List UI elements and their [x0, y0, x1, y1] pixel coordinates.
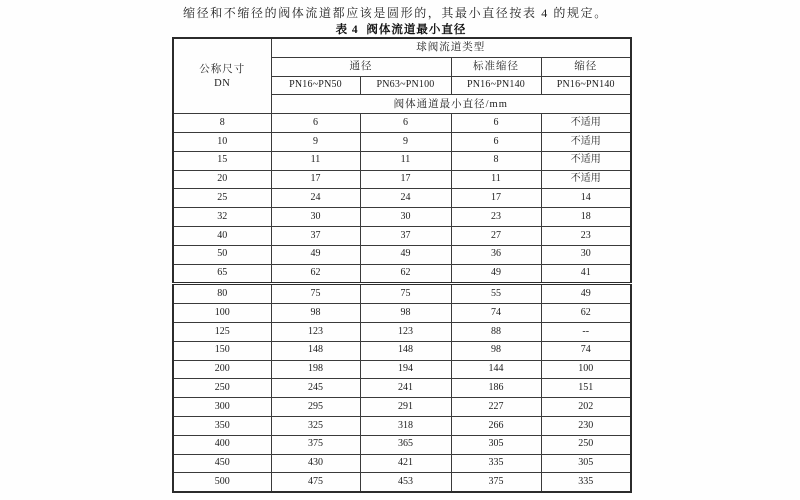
table-row: [173, 454, 631, 473]
table-row: [173, 360, 631, 379]
value-cell: 24: [360, 189, 451, 208]
table-row: [173, 189, 631, 208]
dn-header-cell: [173, 38, 271, 114]
value-cell: 37: [271, 226, 360, 245]
value-cell: 27: [451, 226, 541, 245]
value-cell: 49: [451, 264, 541, 284]
dn-cell: 15: [173, 151, 271, 170]
dn-cell: 250: [173, 379, 271, 398]
table-row: [173, 473, 631, 492]
dn-cell: 8: [173, 114, 271, 133]
value-cell: 不适用: [541, 132, 631, 151]
value-cell: 305: [541, 454, 631, 473]
dn-cell: 65: [173, 264, 271, 284]
value-cell: 325: [271, 416, 360, 435]
dn-cell: 80: [173, 284, 271, 304]
pn-range-header-1: PN16~PN50: [271, 76, 360, 95]
table-row: [173, 284, 631, 304]
table-row: [173, 379, 631, 398]
dn-cell: 25: [173, 189, 271, 208]
value-cell: 6: [451, 132, 541, 151]
value-cell: 49: [360, 245, 451, 264]
value-cell: 335: [451, 454, 541, 473]
value-cell: 11: [451, 170, 541, 189]
standard-reduced-bore-header: 标准缩径: [451, 57, 541, 76]
dn-header-line2: DN: [214, 77, 231, 89]
table-body: [173, 114, 631, 492]
value-cell: 9: [360, 132, 451, 151]
table-row: [173, 264, 631, 284]
value-cell: 198: [271, 360, 360, 379]
value-cell: 230: [541, 416, 631, 435]
value-cell: 75: [271, 284, 360, 304]
table-row: [173, 114, 631, 133]
table-row: [173, 416, 631, 435]
value-cell: 36: [451, 245, 541, 264]
value-cell: 不适用: [541, 170, 631, 189]
unit-header-cell: 阀体通道最小直径/mm: [271, 95, 631, 114]
dn-cell: 500: [173, 473, 271, 492]
table-title: 表 4 阀体流道最小直径: [335, 24, 467, 36]
value-cell: 41: [541, 264, 631, 284]
min-bore-table: [172, 37, 632, 493]
table-row: [173, 132, 631, 151]
value-cell: 14: [541, 189, 631, 208]
value-cell: 74: [541, 341, 631, 360]
table-row: [173, 245, 631, 264]
value-cell: 375: [451, 473, 541, 492]
value-cell: 98: [360, 304, 451, 323]
value-cell: 24: [271, 189, 360, 208]
table-header: [173, 38, 631, 114]
value-cell: 250: [541, 435, 631, 454]
table-row: [173, 151, 631, 170]
pn-range-header-3: PN16~PN140: [451, 76, 541, 95]
value-cell: --: [541, 322, 631, 341]
dn-cell: 100: [173, 304, 271, 323]
intro-paragraph: 缩径和不缩径的阀体流道都应该是圆形的，其最小直径按表 4 的规定。: [183, 6, 608, 20]
value-cell: 23: [451, 208, 541, 227]
dn-cell: 40: [173, 226, 271, 245]
value-cell: 375: [271, 435, 360, 454]
value-cell: 62: [360, 264, 451, 284]
reduced-bore-header: 缩径: [541, 57, 631, 76]
value-cell: 123: [360, 322, 451, 341]
value-cell: 453: [360, 473, 451, 492]
pn-range-header-4: PN16~PN140: [541, 76, 631, 95]
value-cell: 291: [360, 398, 451, 417]
dn-cell: 300: [173, 398, 271, 417]
value-cell: 9: [271, 132, 360, 151]
value-cell: 75: [360, 284, 451, 304]
table-row: [173, 322, 631, 341]
value-cell: 11: [360, 151, 451, 170]
value-cell: 30: [541, 245, 631, 264]
value-cell: 62: [271, 264, 360, 284]
value-cell: 318: [360, 416, 451, 435]
dn-cell: 350: [173, 416, 271, 435]
value-cell: 245: [271, 379, 360, 398]
value-cell: 123: [271, 322, 360, 341]
full-bore-header: 通径: [271, 57, 451, 76]
value-cell: 194: [360, 360, 451, 379]
value-cell: 151: [541, 379, 631, 398]
value-cell: 295: [271, 398, 360, 417]
value-cell: 148: [271, 341, 360, 360]
value-cell: 37: [360, 226, 451, 245]
value-cell: 49: [271, 245, 360, 264]
value-cell: 6: [360, 114, 451, 133]
dn-cell: 50: [173, 245, 271, 264]
value-cell: 17: [271, 170, 360, 189]
value-cell: 62: [541, 304, 631, 323]
dn-cell: 450: [173, 454, 271, 473]
value-cell: 11: [271, 151, 360, 170]
value-cell: 100: [541, 360, 631, 379]
value-cell: 227: [451, 398, 541, 417]
value-cell: 98: [451, 341, 541, 360]
value-cell: 430: [271, 454, 360, 473]
table-row: [173, 341, 631, 360]
value-cell: 475: [271, 473, 360, 492]
value-cell: 不适用: [541, 114, 631, 133]
value-cell: 不适用: [541, 151, 631, 170]
value-cell: 335: [541, 473, 631, 492]
value-cell: 241: [360, 379, 451, 398]
dn-cell: 20: [173, 170, 271, 189]
value-cell: 6: [271, 114, 360, 133]
flow-type-group-header: 球阀流道类型: [271, 38, 631, 57]
dn-cell: 400: [173, 435, 271, 454]
table-row: [173, 208, 631, 227]
value-cell: 148: [360, 341, 451, 360]
pn-range-header-2: PN63~PN100: [360, 76, 451, 95]
dn-cell: 150: [173, 341, 271, 360]
value-cell: 144: [451, 360, 541, 379]
value-cell: 98: [271, 304, 360, 323]
value-cell: 202: [541, 398, 631, 417]
value-cell: 55: [451, 284, 541, 304]
value-cell: 30: [271, 208, 360, 227]
value-cell: 8: [451, 151, 541, 170]
table-row: [173, 435, 631, 454]
value-cell: 6: [451, 114, 541, 133]
table-row: [173, 170, 631, 189]
dn-cell: 32: [173, 208, 271, 227]
value-cell: 30: [360, 208, 451, 227]
value-cell: 23: [541, 226, 631, 245]
value-cell: 88: [451, 322, 541, 341]
value-cell: 74: [451, 304, 541, 323]
value-cell: 421: [360, 454, 451, 473]
value-cell: 17: [451, 189, 541, 208]
value-cell: 266: [451, 416, 541, 435]
dn-header-line1: 公称尺寸: [199, 63, 246, 75]
dn-cell: 10: [173, 132, 271, 151]
value-cell: 365: [360, 435, 451, 454]
value-cell: 18: [541, 208, 631, 227]
value-cell: 186: [451, 379, 541, 398]
value-cell: 305: [451, 435, 541, 454]
table-row: [173, 226, 631, 245]
value-cell: 49: [541, 284, 631, 304]
value-cell: 17: [360, 170, 451, 189]
table-row: [173, 304, 631, 323]
dn-cell: 200: [173, 360, 271, 379]
dn-cell: 125: [173, 322, 271, 341]
table-row: [173, 398, 631, 417]
